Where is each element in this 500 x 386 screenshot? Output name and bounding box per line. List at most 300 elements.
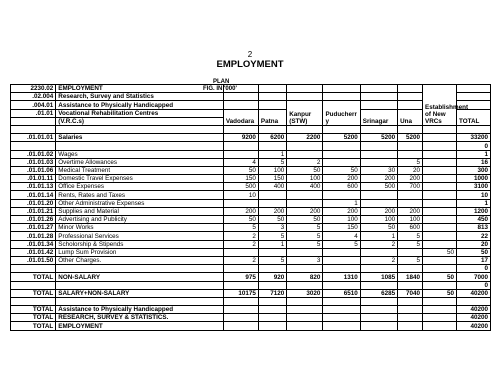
row-code: .01.01.27: [11, 224, 56, 232]
value-cell: 7120: [258, 289, 286, 297]
value-cell: [323, 322, 360, 330]
value-cell: [323, 191, 360, 199]
value-cell: 17: [456, 256, 490, 264]
header-code: .004.01: [11, 101, 56, 109]
table-row: [11, 191, 491, 199]
value-cell: 7000: [456, 273, 490, 281]
row-label: Assistance to Physically Handicapped: [56, 306, 224, 314]
value-cell: 200: [223, 207, 258, 215]
value-cell: [287, 150, 323, 158]
value-cell: 2: [287, 158, 323, 166]
value-cell: [423, 297, 457, 305]
value-cell: [423, 224, 457, 232]
value-cell: 50: [423, 273, 457, 281]
value-cell: 2: [223, 232, 258, 240]
value-cell: [398, 314, 423, 322]
value-cell: 0: [456, 281, 490, 289]
value-cell: [360, 158, 397, 166]
value-cell: 200: [360, 175, 397, 183]
value-cell: 1840: [398, 273, 423, 281]
value-cell: 30: [360, 166, 397, 174]
value-cell: [360, 281, 397, 289]
value-cell: [423, 142, 457, 150]
plan-label: PLAN: [213, 79, 230, 85]
value-cell: 1200: [456, 207, 490, 215]
row-code: .01.01.01: [11, 134, 56, 142]
table-row: [11, 142, 491, 150]
value-cell: [223, 322, 258, 330]
value-cell: [360, 248, 397, 256]
table-row: [11, 183, 491, 191]
value-cell: 200: [323, 207, 360, 215]
header-code: .02.004: [11, 93, 56, 101]
table-row: [11, 224, 491, 232]
value-cell: 5: [287, 224, 323, 232]
value-cell: [287, 199, 323, 207]
value-cell: [223, 265, 258, 273]
row-code: .01.01.03: [11, 158, 56, 166]
value-cell: 820: [287, 273, 323, 281]
value-cell: 700: [398, 183, 423, 191]
value-cell: [287, 125, 323, 133]
value-cell: [360, 322, 397, 330]
value-cell: [323, 150, 360, 158]
value-cell: 16: [456, 158, 490, 166]
value-cell: 150: [223, 175, 258, 183]
value-cell: 5: [287, 240, 323, 248]
value-cell: 3: [287, 256, 323, 264]
value-cell: 6510: [323, 289, 360, 297]
value-cell: 150: [258, 175, 286, 183]
value-cell: [287, 297, 323, 305]
col-puducherry: Puducherry: [323, 101, 360, 126]
value-cell: 50: [323, 166, 360, 174]
table-row: [11, 306, 491, 314]
value-cell: [258, 125, 286, 133]
table-row: [11, 232, 491, 240]
row-code: .01.01.02: [11, 150, 56, 158]
table-row: [11, 158, 491, 166]
value-cell: [423, 216, 457, 224]
table-row: [11, 207, 491, 215]
value-cell: 5: [258, 158, 286, 166]
table-row: [11, 125, 491, 133]
row-code: TOTAL: [11, 273, 56, 281]
value-cell: 975: [223, 273, 258, 281]
table-row: [11, 281, 491, 289]
value-cell: 50: [360, 224, 397, 232]
value-cell: [323, 297, 360, 305]
value-cell: [258, 191, 286, 199]
value-cell: [258, 297, 286, 305]
row-label: Lump Sum Provision: [56, 248, 224, 256]
table-row: [11, 297, 491, 305]
value-cell: [398, 248, 423, 256]
value-cell: 50: [287, 216, 323, 224]
value-cell: [423, 256, 457, 264]
value-cell: [398, 150, 423, 158]
value-cell: 5: [287, 232, 323, 240]
value-cell: 1: [258, 240, 286, 248]
value-cell: 50: [258, 216, 286, 224]
value-cell: 40200: [456, 314, 490, 322]
value-cell: [360, 314, 397, 322]
header-label: (V.R.C.s): [56, 117, 224, 125]
value-cell: 5200: [323, 134, 360, 142]
value-cell: 10: [456, 191, 490, 199]
row-code: .01.01.20: [11, 199, 56, 207]
row-code: .01.01.13: [11, 183, 56, 191]
value-cell: [287, 265, 323, 273]
value-cell: [323, 265, 360, 273]
value-cell: [287, 191, 323, 199]
row-label: Overtime Allowances: [56, 158, 224, 166]
table-row: [11, 273, 491, 281]
col-una: Una: [398, 109, 423, 125]
value-cell: 2: [360, 256, 397, 264]
col-new-vrcs: Establishment of New VRCs: [423, 85, 457, 126]
value-cell: 6200: [258, 134, 286, 142]
row-label: EMPLOYMENT: [56, 322, 224, 330]
value-cell: 22: [456, 232, 490, 240]
value-cell: 2: [223, 240, 258, 248]
row-code: .01.01.06: [11, 166, 56, 174]
value-cell: [323, 306, 360, 314]
value-cell: 1: [360, 232, 397, 240]
value-cell: [223, 142, 258, 150]
table-row: [11, 166, 491, 174]
value-cell: 1: [323, 199, 360, 207]
row-code: TOTAL: [11, 322, 56, 330]
header-code: 2230.02: [11, 85, 56, 93]
budget-table: [10, 84, 491, 331]
value-cell: [258, 322, 286, 330]
row-label: Medical Treatment: [56, 166, 224, 174]
value-cell: 813: [456, 224, 490, 232]
value-cell: 200: [360, 207, 397, 215]
row-label: Rents, Rates and Taxes: [56, 191, 224, 199]
value-cell: [423, 314, 457, 322]
table-row: [11, 134, 491, 142]
value-cell: 3020: [287, 289, 323, 297]
value-cell: 9200: [223, 134, 258, 142]
value-cell: [323, 125, 360, 133]
value-cell: 5: [258, 256, 286, 264]
row-label: Scholorship & Stipends: [56, 240, 224, 248]
row-code: .01.01.11: [11, 175, 56, 183]
value-cell: [223, 150, 258, 158]
row-label: Other Administrative Expenses: [56, 199, 224, 207]
value-cell: [323, 142, 360, 150]
value-cell: [287, 248, 323, 256]
value-cell: [258, 306, 286, 314]
value-cell: 1: [456, 150, 490, 158]
table-row: [11, 199, 491, 207]
row-label: NON-SALARY: [56, 273, 224, 281]
row-label: RESEARCH, SURVEY & STATISTICS.: [56, 314, 224, 322]
row-code: [11, 265, 56, 273]
value-cell: 600: [398, 224, 423, 232]
value-cell: [423, 158, 457, 166]
value-cell: 450: [456, 216, 490, 224]
value-cell: [423, 232, 457, 240]
row-code: TOTAL: [11, 314, 56, 322]
value-cell: 4: [223, 158, 258, 166]
row-code: .01.01.34: [11, 240, 56, 248]
row-label: SALARY+NON-SALARY: [56, 289, 224, 297]
value-cell: [223, 306, 258, 314]
value-cell: 1: [456, 199, 490, 207]
value-cell: 50: [456, 248, 490, 256]
value-cell: [323, 158, 360, 166]
row-code: .01.01.28: [11, 232, 56, 240]
value-cell: 33200: [456, 134, 490, 142]
row-code: [11, 281, 56, 289]
header-label: Research, Survey and Statistics: [56, 93, 224, 101]
value-cell: 3100: [456, 183, 490, 191]
value-cell: [258, 142, 286, 150]
value-cell: 0: [456, 142, 490, 150]
value-cell: [258, 199, 286, 207]
value-cell: 1000: [456, 175, 490, 183]
header-row: [11, 109, 491, 117]
value-cell: [360, 199, 397, 207]
value-cell: [323, 248, 360, 256]
value-cell: [398, 322, 423, 330]
table-row: [11, 216, 491, 224]
value-cell: [258, 281, 286, 289]
header-label: EMPLOYMENT: [56, 85, 224, 93]
value-cell: 10: [223, 191, 258, 199]
value-cell: [423, 191, 457, 199]
value-cell: [360, 150, 397, 158]
row-code: .01.01.42: [11, 248, 56, 256]
value-cell: 5: [223, 224, 258, 232]
page-number: 2: [247, 50, 253, 59]
value-cell: 920: [258, 273, 286, 281]
row-label: Professional Services: [56, 232, 224, 240]
value-cell: [360, 297, 397, 305]
value-cell: [398, 125, 423, 133]
value-cell: [423, 175, 457, 183]
value-cell: 10175: [223, 289, 258, 297]
value-cell: [423, 240, 457, 248]
value-cell: [287, 314, 323, 322]
table-row: [11, 150, 491, 158]
value-cell: [423, 183, 457, 191]
value-cell: [360, 191, 397, 199]
value-cell: [323, 281, 360, 289]
value-cell: [398, 142, 423, 150]
table-row: [11, 256, 491, 264]
value-cell: 5: [398, 232, 423, 240]
row-code: [11, 142, 56, 150]
row-label: [56, 265, 224, 273]
row-label: Salaries: [56, 134, 224, 142]
value-cell: [287, 306, 323, 314]
page-title: EMPLOYMENT: [216, 59, 284, 70]
value-cell: [360, 142, 397, 150]
value-cell: [423, 199, 457, 207]
value-cell: 0: [456, 265, 490, 273]
value-cell: 5: [398, 240, 423, 248]
table-row: [11, 248, 491, 256]
value-cell: 5200: [360, 134, 397, 142]
header-row: [11, 101, 491, 109]
value-cell: [398, 265, 423, 273]
value-cell: 2: [360, 240, 397, 248]
table-row: [11, 240, 491, 248]
value-cell: 100: [398, 216, 423, 224]
value-cell: 500: [360, 183, 397, 191]
header-code: .01.01: [11, 109, 56, 117]
value-cell: 200: [398, 207, 423, 215]
value-cell: [323, 256, 360, 264]
row-label: Other Charges.: [56, 256, 224, 264]
value-cell: [423, 134, 457, 142]
value-cell: [323, 314, 360, 322]
value-cell: [287, 142, 323, 150]
value-cell: 5: [323, 240, 360, 248]
value-cell: [423, 166, 457, 174]
row-label: Minor Works: [56, 224, 224, 232]
row-label: Domestic Travel Expenses: [56, 175, 224, 183]
value-cell: 500: [223, 183, 258, 191]
value-cell: [360, 265, 397, 273]
row-label: [56, 297, 224, 305]
value-cell: 4: [323, 232, 360, 240]
value-cell: 50: [423, 248, 457, 256]
value-cell: 5: [258, 232, 286, 240]
value-cell: 5200: [398, 134, 423, 142]
value-cell: 2: [223, 256, 258, 264]
row-label: [56, 281, 224, 289]
value-cell: [398, 297, 423, 305]
row-label: [56, 125, 224, 133]
value-cell: 20: [398, 166, 423, 174]
value-cell: 1310: [323, 273, 360, 281]
value-cell: [423, 150, 457, 158]
col-srinagar: Srinagar: [360, 109, 397, 125]
header-row: [11, 93, 491, 101]
value-cell: 6285: [360, 289, 397, 297]
value-cell: 50: [423, 289, 457, 297]
row-label: [56, 142, 224, 150]
col-kanpur: Kanpur (STW): [287, 101, 323, 126]
value-cell: 5: [398, 158, 423, 166]
table-row: [11, 314, 491, 322]
value-cell: [258, 314, 286, 322]
table-row: [11, 175, 491, 183]
header-label: Vocational Rehabilitation Centres: [56, 109, 224, 117]
table-row: [11, 289, 491, 297]
value-cell: [223, 281, 258, 289]
row-code: .01.01.50: [11, 256, 56, 264]
value-cell: 100: [258, 166, 286, 174]
value-cell: 400: [287, 183, 323, 191]
value-cell: [360, 306, 397, 314]
value-cell: 200: [287, 207, 323, 215]
row-label: Supplies and Material: [56, 207, 224, 215]
value-cell: [398, 191, 423, 199]
value-cell: [423, 265, 457, 273]
row-label: Office Expenses: [56, 183, 224, 191]
row-label: Advertising and Publicity: [56, 216, 224, 224]
value-cell: [456, 297, 490, 305]
value-cell: [258, 248, 286, 256]
table-row: [11, 265, 491, 273]
row-code: [11, 297, 56, 305]
value-cell: [423, 125, 457, 133]
value-cell: [423, 207, 457, 215]
value-cell: [287, 322, 323, 330]
value-cell: 100: [323, 216, 360, 224]
value-cell: [423, 322, 457, 330]
value-cell: [398, 306, 423, 314]
value-cell: [258, 265, 286, 273]
value-cell: [223, 297, 258, 305]
value-cell: [223, 125, 258, 133]
value-cell: [360, 125, 397, 133]
col-total: TOTAL: [456, 109, 490, 125]
value-cell: 200: [398, 175, 423, 183]
value-cell: 7040: [398, 289, 423, 297]
value-cell: 100: [360, 216, 397, 224]
value-cell: 50: [223, 166, 258, 174]
value-cell: 40200: [456, 322, 490, 330]
row-code: TOTAL: [11, 306, 56, 314]
value-cell: 1085: [360, 273, 397, 281]
header-label: Assistance to Physically Handicapped: [56, 101, 224, 109]
value-cell: [223, 314, 258, 322]
value-cell: 40200: [456, 289, 490, 297]
value-cell: [423, 281, 457, 289]
table-row: [11, 322, 491, 330]
value-cell: 1: [258, 150, 286, 158]
value-cell: 200: [323, 175, 360, 183]
value-cell: 300: [456, 166, 490, 174]
value-cell: 50: [287, 166, 323, 174]
value-cell: 20: [456, 240, 490, 248]
value-cell: 2200: [287, 134, 323, 142]
row-label: Wages: [56, 150, 224, 158]
value-cell: 200: [258, 207, 286, 215]
row-code: TOTAL: [11, 289, 56, 297]
value-cell: 3: [258, 224, 286, 232]
row-code: [11, 125, 56, 133]
col-patna: Patna: [258, 109, 286, 125]
value-cell: [398, 281, 423, 289]
value-cell: [456, 125, 490, 133]
header-row: [11, 85, 491, 93]
figure-unit-label: FIG. IN '000': [203, 86, 237, 92]
value-cell: 600: [323, 183, 360, 191]
col-vadodara: Vadodara: [223, 109, 258, 125]
value-cell: 400: [258, 183, 286, 191]
value-cell: 100: [287, 175, 323, 183]
row-code: .01.01.14: [11, 191, 56, 199]
value-cell: [287, 281, 323, 289]
value-cell: 40200: [456, 306, 490, 314]
value-cell: [223, 199, 258, 207]
value-cell: 50: [223, 216, 258, 224]
row-code: .01.01.21: [11, 207, 56, 215]
value-cell: 5: [398, 256, 423, 264]
row-code: .01.01.26: [11, 216, 56, 224]
value-cell: [398, 199, 423, 207]
value-cell: [223, 248, 258, 256]
value-cell: [423, 306, 457, 314]
